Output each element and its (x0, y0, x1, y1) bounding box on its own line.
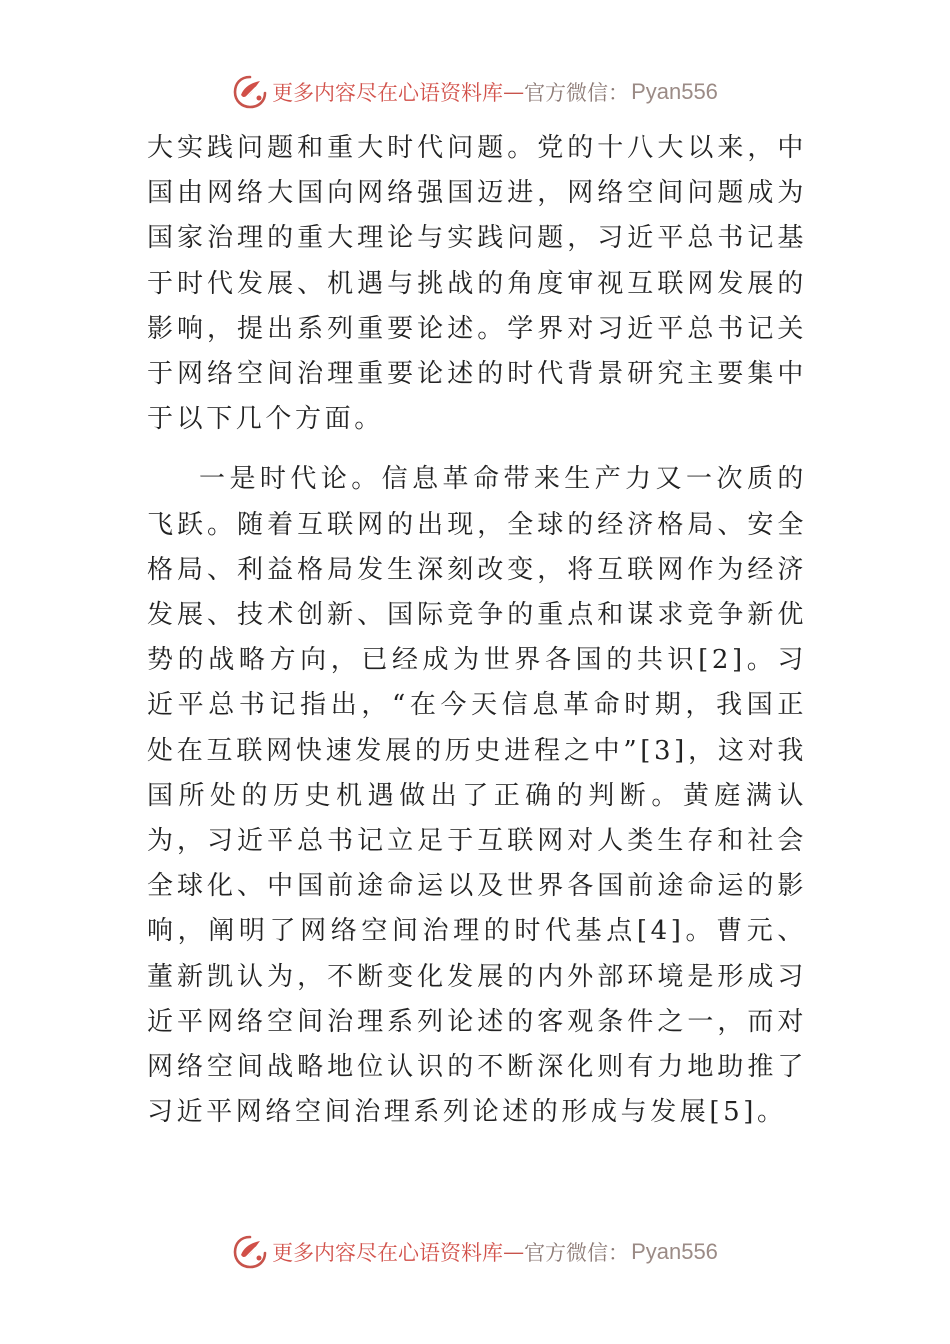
header-banner (0, 70, 950, 114)
paragraph-1: 大实践问题和重大时代问题。党的十八大以来，中国由网络大国向网络强国迈进，网络空间问题成为国家治理的重大理论与实践问题，习近平总书记基于时代发展、机遇与挑战的角度审视互联网发展的影响，提出系列重要论述。学界对习近平总书记关于网络空间治理重要论述的时代背景研究主要集中于以下几个方面。 (147, 133, 807, 435)
paragraph-2: 一是时代论。信息革命带来生产力又一次质的飞跃。随着互联网的出现，全球的经济格局、安全格局、利益格局发生深刻改变，将互联网作为经济发展、技术创新、国际竞争的重点和谋求竞争新优势的战略方向，已经成为世界各国的共识[2]。习近平总书记指出，“在今天信息革命时期，我国正处在互联网快速发展的历史进程之中”[3]，这对我国所处的历史机遇做出了正确的判断。黄庭满认为，习近平总书记立足于互联网对人类生存和社会全球化、中国前途命运以及世界各国前途命运的影响，阐明了网络空间治理的时代基点[4]。曹元、董新凯认为，不断变化发展的内外部环境是形成习近平网络空间治理系列论述的客观条件之一，而对网络空间战略地位认识的不断深化则有力地助推了习近平网络空间治理系列论述的形成与发展[5]。 (147, 464, 807, 1128)
quill-swirl-logo-icon (232, 1234, 268, 1270)
quill-swirl-logo-icon (232, 74, 268, 110)
library-brand-text: 更多内容尽在心语资料库 (272, 81, 504, 105)
document-body (147, 126, 807, 1135)
wechat-account: Pyan556 (631, 1239, 718, 1264)
footer-banner (0, 1230, 950, 1274)
library-brand-text: 更多内容尽在心语资料库 (272, 1241, 504, 1265)
wechat-label: 官方微信： (524, 81, 630, 105)
banner-separator: — (503, 80, 525, 104)
banner-separator: — (503, 1240, 525, 1264)
wechat-account: Pyan556 (631, 79, 718, 104)
wechat-label: 官方微信： (524, 1241, 630, 1265)
